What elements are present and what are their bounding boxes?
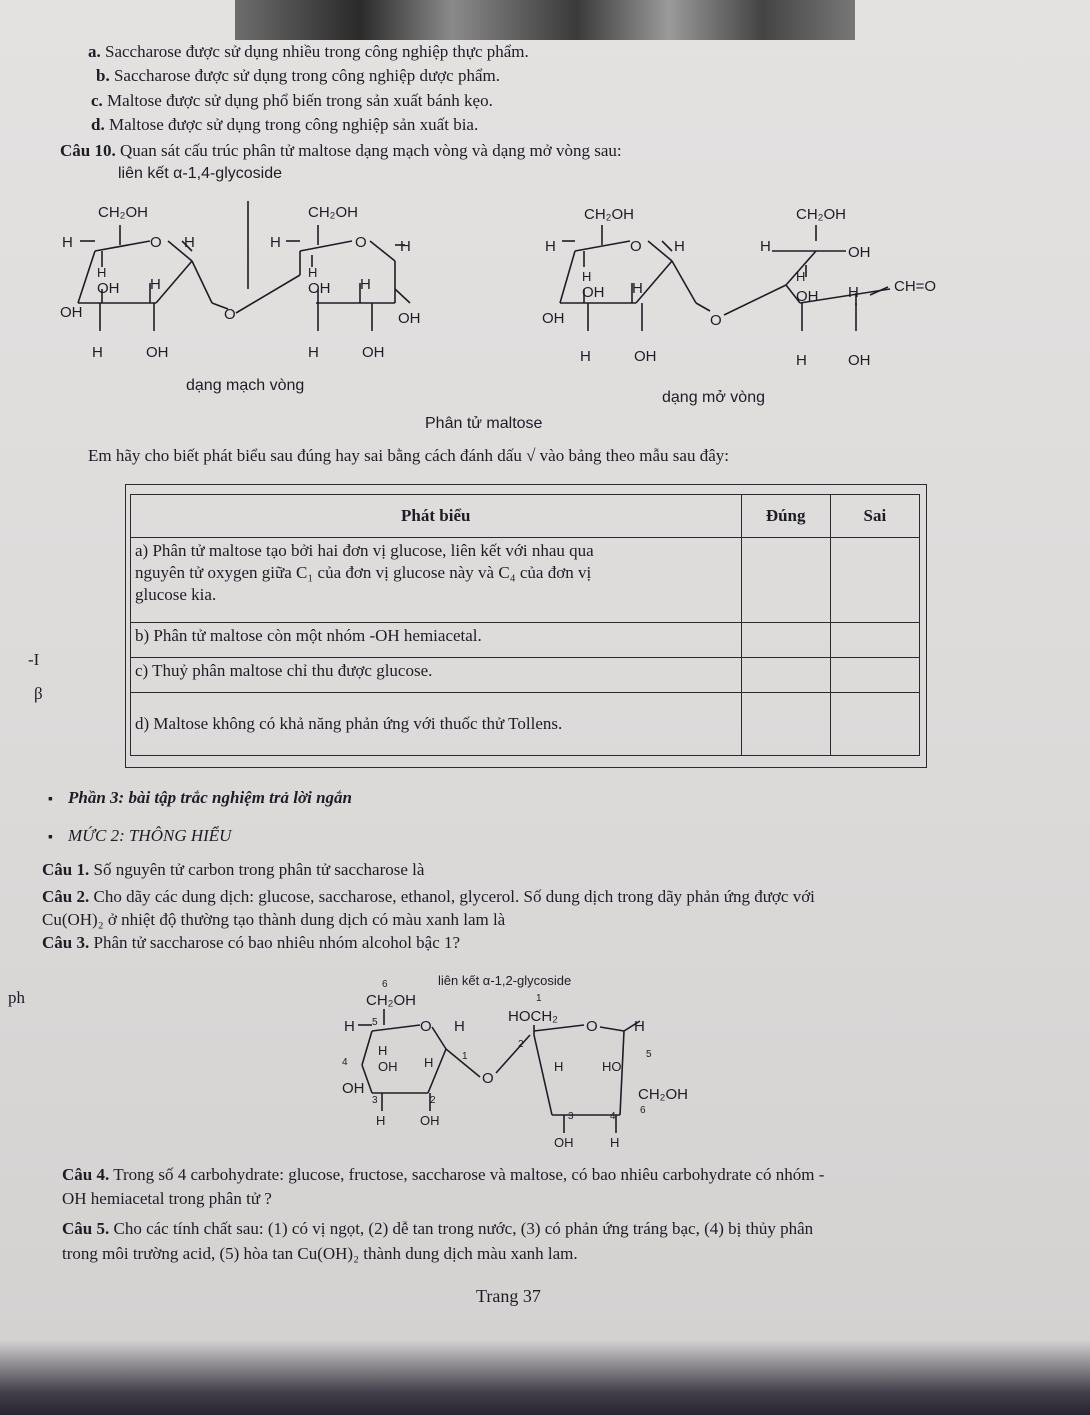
carbon-number: 1 <box>536 993 542 1004</box>
ch2oh-label: CH₂OH <box>638 1086 688 1103</box>
false-checkbox-d[interactable] <box>830 693 919 756</box>
oh-label: OH <box>398 310 421 327</box>
true-false-table <box>130 494 920 756</box>
carbon-number: 6 <box>382 979 388 990</box>
table-row <box>131 538 920 623</box>
h-label: H <box>62 234 73 251</box>
header-statement: Phát biểu <box>131 495 742 538</box>
option-d: d. Maltose được sử dụng trong công nghiệp sản xuất bia. <box>91 115 479 134</box>
carbon-number: 4 <box>342 1057 348 1068</box>
o-label: O <box>586 1018 598 1035</box>
question-4-line-2: OH hemiacetal trong phân tử ? <box>62 1189 272 1208</box>
h-label: H <box>344 1018 355 1035</box>
h-label: H <box>796 352 807 369</box>
h-label: H <box>360 276 371 293</box>
level-heading: MỨC 2: THÔNG HIỂU <box>68 826 232 845</box>
question-1: Câu 1. Số nguyên tử carbon trong phân tử saccharose là <box>42 860 425 879</box>
h-label: H <box>582 269 592 284</box>
o-label: O <box>630 238 642 255</box>
o-label: O <box>420 1018 432 1035</box>
false-checkbox-a[interactable] <box>830 538 919 623</box>
h-label: H <box>796 269 806 284</box>
caption-open-form: dạng mở vòng <box>662 389 765 406</box>
oh-label: OH <box>362 344 385 361</box>
glucose-ring-3 <box>542 206 710 365</box>
oh-label: OH <box>634 348 657 365</box>
ch2oh-label: CH₂OH <box>584 206 634 223</box>
oh-label: OH <box>848 352 871 369</box>
h-label: H <box>150 276 161 293</box>
carbon-number: 1 <box>462 1051 468 1062</box>
true-checkbox-d[interactable] <box>741 693 830 756</box>
h-label: H <box>848 284 859 301</box>
carbon-number: 4 <box>610 1111 616 1122</box>
ch2oh-label: CH₂OH <box>366 992 416 1009</box>
top-photo-strip <box>235 0 855 40</box>
h-label: H <box>308 344 319 361</box>
ch2oh-label: CH₂OH <box>308 204 358 221</box>
oh-label: OH <box>582 284 605 301</box>
bullet: ▪ <box>48 792 53 807</box>
bottom-shadow <box>0 1340 1090 1415</box>
table-row <box>131 658 920 693</box>
header-true: Đúng <box>741 495 830 538</box>
oh-label: OH <box>542 310 565 327</box>
h-label: H <box>580 348 591 365</box>
question-5-line-2: trong môi trường acid, (5) hòa tan Cu(OH)₂ thành dung dịch màu xanh lam. <box>62 1244 578 1263</box>
glucose-ring-2 <box>270 204 421 361</box>
true-checkbox-c[interactable] <box>741 658 830 693</box>
h-label: H <box>554 1059 564 1074</box>
oh-label: OH <box>146 344 169 361</box>
statement-a: a) Phân tử maltose tạo bởi hai đơn vị glucose, liên kết với nhau qua nguyên tử oxygen giữa C₁ của đơn vị glucose này và C₄ của đơn vị glucose kia. <box>131 538 742 623</box>
question-10: Câu 10. Quan sát cấu trúc phân tử maltose dạng mạch vòng và dạng mở vòng sau: <box>60 141 622 160</box>
alpha-12-bond-label: liên kết α-1,2-glycoside <box>438 973 572 988</box>
option-c: c. Maltose được sử dụng phổ biến trong sản xuất bánh kẹo. <box>91 91 493 110</box>
true-checkbox-b[interactable] <box>741 623 830 658</box>
h-label: H <box>454 1018 465 1035</box>
o-label: O <box>355 234 367 251</box>
h-label: H <box>378 1043 388 1058</box>
oh-label: OH <box>308 280 331 297</box>
h-label: H <box>674 238 685 255</box>
oh-label: OH <box>97 280 120 297</box>
carbon-number: 2 <box>518 1039 524 1050</box>
carbon-number: 5 <box>372 1017 378 1028</box>
statement-c: c) Thuỷ phân maltose chỉ thu được glucose. <box>131 658 742 693</box>
option-b: b. Saccharose được sử dụng trong công nghiệp dược phẩm. <box>96 66 500 85</box>
h-label: H <box>545 238 556 255</box>
oh-label: OH <box>796 288 819 305</box>
oh-label: OH <box>420 1113 440 1128</box>
ho-label: HO <box>602 1059 622 1074</box>
oh-label: OH <box>848 244 871 261</box>
h-label: H <box>634 1018 645 1035</box>
oh-label: OH <box>60 304 83 321</box>
carbon-number: 3 <box>372 1095 378 1106</box>
open-chain-unit <box>760 206 936 369</box>
question-4: Câu 4. Trong số 4 carbohydrate: glucose, fructose, saccharose và maltose, có bao nhiêu carbohydrate có nhóm - <box>62 1165 825 1184</box>
false-checkbox-b[interactable] <box>830 623 919 658</box>
oh-label: OH <box>554 1135 574 1150</box>
statement-d: d) Maltose không có khả năng phản ứng với thuốc thử Tollens. <box>131 693 742 756</box>
question-2: Câu 2. Cho dãy các dung dịch: glucose, saccharose, ethanol, glycerol. Số dung dịch trong dãy phản ứng được với <box>42 887 815 906</box>
carbon-number: 6 <box>640 1105 646 1116</box>
question-2-line-2: Cu(OH)₂ ở nhiệt độ thường tạo thành dung dịch có màu xanh lam là <box>42 910 506 929</box>
caption-ring-form: dạng mạch vòng <box>186 377 305 394</box>
bridge-o-label: O <box>224 306 236 323</box>
page-number: Trang 37 <box>476 1286 541 1306</box>
h-label: H <box>376 1113 386 1128</box>
table-header-row <box>131 495 920 538</box>
margin-mark-3: ph <box>8 988 25 1007</box>
instruction: Em hãy cho biết phát biểu sau đúng hay sai bằng cách đánh dấu √ vào bảng theo mẫu sau đây: <box>88 446 729 465</box>
h-label: H <box>760 238 771 255</box>
caption-maltose: Phân tử maltose <box>425 415 543 432</box>
h-label: H <box>270 234 281 251</box>
margin-mark-2: β <box>34 684 43 703</box>
oh-label: OH <box>342 1080 365 1097</box>
o-label: O <box>150 234 162 251</box>
option-a: a. Saccharose được sử dụng nhiều trong công nghiệp thực phẩm. <box>88 42 529 61</box>
true-checkbox-a[interactable] <box>741 538 830 623</box>
cho-label: CH=O <box>894 278 937 295</box>
h-label: H <box>308 265 318 280</box>
table-row <box>131 623 920 658</box>
statement-b: b) Phân tử maltose còn một nhóm -OH hemiacetal. <box>131 623 742 658</box>
bullet: ▪ <box>48 830 53 845</box>
carbon-number: 5 <box>646 1049 652 1060</box>
bridge-o-label: O <box>482 1070 494 1087</box>
carbon-number: 3 <box>568 1111 574 1122</box>
h-label: H <box>424 1055 434 1070</box>
carbon-number: 2 <box>430 1095 436 1106</box>
header-false: Sai <box>830 495 919 538</box>
h-label: H <box>92 344 103 361</box>
alpha-14-bond-label: liên kết α-1,4-glycoside <box>118 165 282 182</box>
h-label: H <box>400 238 411 255</box>
h-label: H <box>184 234 195 251</box>
hoch2-label: HOCH₂ <box>508 1008 558 1025</box>
h-label: H <box>632 280 643 297</box>
question-3: Câu 3. Phân tử saccharose có bao nhiêu nhóm alcohol bậc 1? <box>42 933 461 952</box>
sucrose-structure-diagram <box>320 965 740 1160</box>
h-label: H <box>97 265 107 280</box>
question-5: Câu 5. Cho các tính chất sau: (1) có vị ngọt, (2) dễ tan trong nước, (3) có phản ứng tráng bạc, (4) bị thủy phân <box>62 1219 814 1238</box>
oh-label: OH <box>378 1059 398 1074</box>
ch2oh-label: CH₂OH <box>98 204 148 221</box>
margin-mark-1: -I <box>28 650 40 669</box>
bridge-o-label: O <box>710 312 722 329</box>
h-label: H <box>610 1135 620 1150</box>
part3-heading: Phần 3: bài tập trắc nghiệm trả lời ngắn <box>68 788 353 807</box>
false-checkbox-c[interactable] <box>830 658 919 693</box>
maltose-structure-diagram <box>0 185 1090 425</box>
glucose-ring-1 <box>60 204 228 361</box>
ch2oh-label: CH₂OH <box>796 206 846 223</box>
table-row <box>131 693 920 756</box>
